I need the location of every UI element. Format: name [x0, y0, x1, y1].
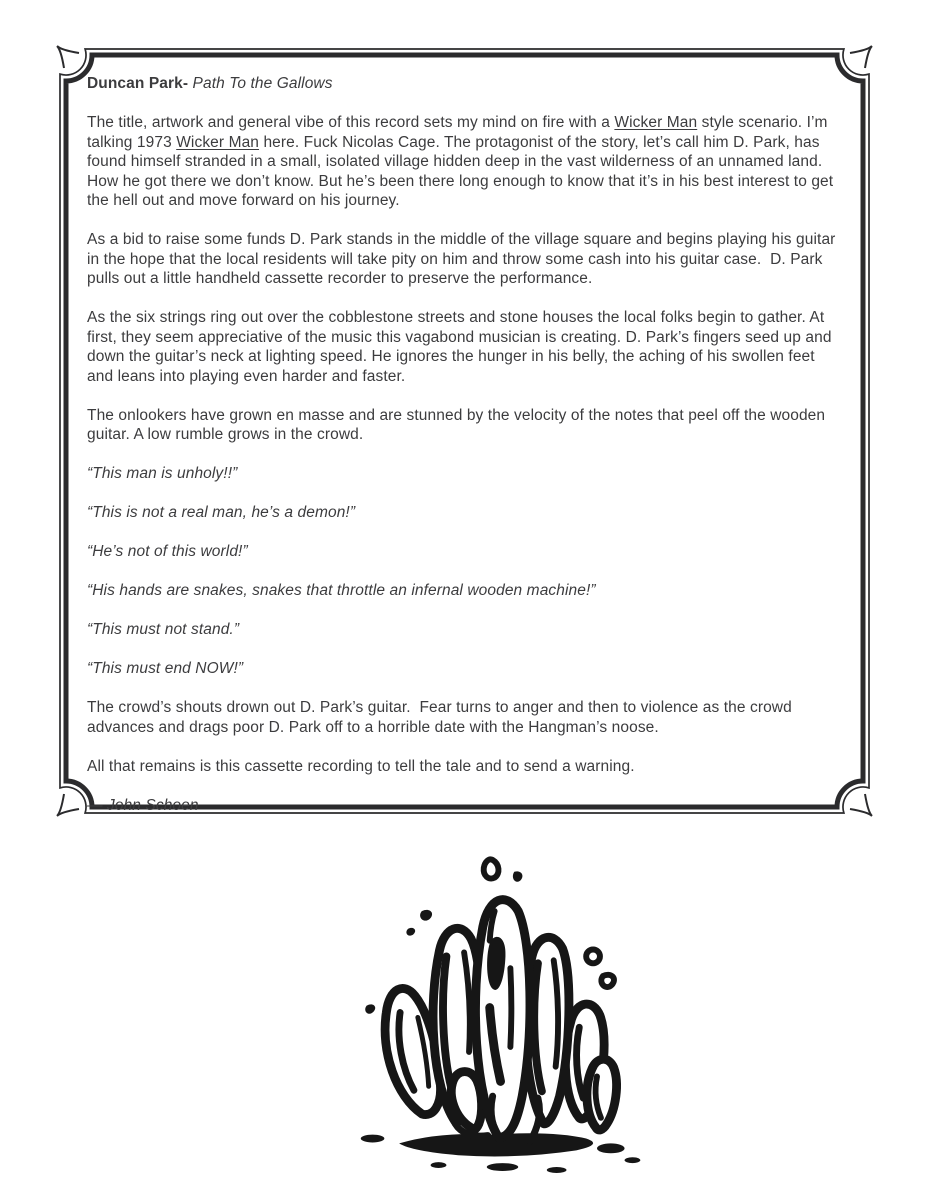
crowd-quote: “This must not stand.” [87, 621, 240, 638]
review-paragraph: The crowd’s shouts drown out D. Park’s guitar. Fear turns to anger and then to violence as the crowd advances and drags poor D. Park off to a horrible date with the Hangman’s noose. [87, 699, 792, 736]
crowd-quote: “This man is unholy!!” [87, 465, 238, 482]
ink-bush-illustration [345, 850, 660, 1175]
crowd-quote: “This must end NOW!” [87, 660, 244, 677]
review-paragraph: As a bid to raise some funds D. Park stands in the middle of the village square and begins playing his guitar in the hope that the local residents will take pity on him and throw some cash into his guitar case. D. Park pulls out a little handheld cassette recorder to preserve the performance. [87, 231, 836, 287]
ink-bush-icon [345, 850, 660, 1175]
review-paragraph: As the six strings ring out over the cobblestone streets and stone houses the local folks begin to gather. At first, they seem appreciative of the music this vagabond musician is creating. D. Park’s fingers seed up and down the guitar’s neck at lighting speed. He ignores the hunger in his belly, the aching of his swollen feet and leans into playing even harder and faster. [87, 309, 832, 385]
review-paragraph: The onlookers have grown en masse and are stunned by the velocity of the notes that peel off the wooden guitar. A low rumble grows in the crowd. [87, 406, 826, 443]
review-paragraph: The title, artwork and general vibe of this record sets my mind on fire with a Wicker Man style scenario. I’m talking 1973 Wicker Man here. Fuck Nicolas Cage. The protagonist of the story, let’s call him D. Park, has found himself stranded in a small, isolated village hidden deep in the vast wilderness of an unnamed land. How he got there we don’t know. But he’s been there long enough to know that it’s in his best interest to get the hell out and move forward on his journey. [87, 114, 834, 209]
signature: — John Schoen [87, 796, 199, 814]
review-paragraph: All that remains is this cassette recording to tell the tale and to send a warning. [87, 757, 635, 775]
crowd-quote: “This is not a real man, he’s a demon!” [87, 504, 356, 521]
review-body [87, 74, 845, 835]
review-frame [55, 44, 874, 818]
review-title: Duncan Park- Path To the Gallows [87, 75, 333, 92]
crowd-quote: “His hands are snakes, snakes that throttle an infernal wooden machine!” [87, 582, 596, 599]
crowd-quote: “He’s not of this world!” [87, 543, 248, 560]
